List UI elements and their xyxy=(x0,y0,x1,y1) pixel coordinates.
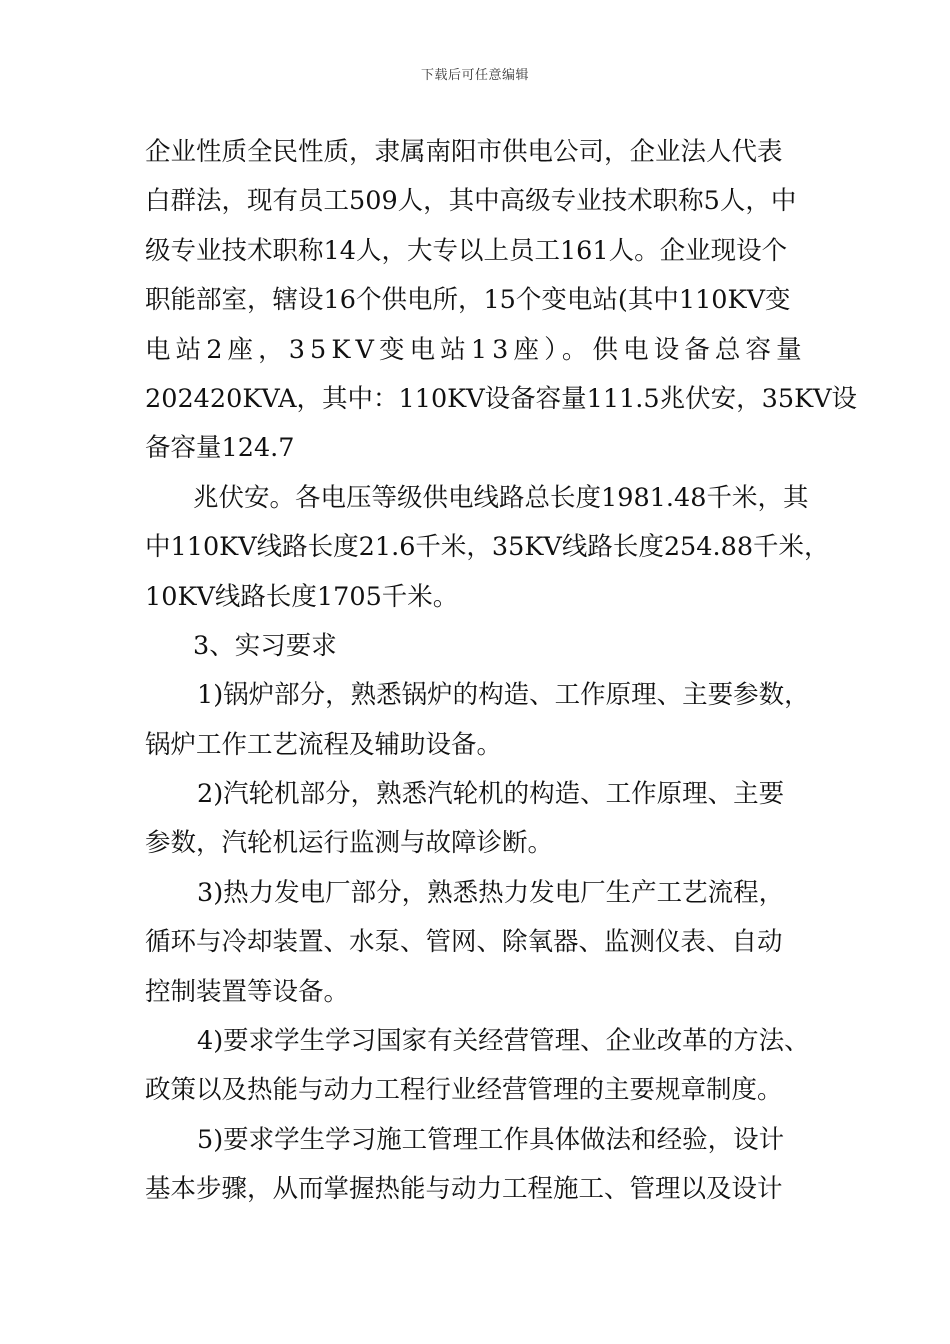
document-body xyxy=(145,128,858,1215)
list-item-start-line: 1)锅炉部分，熟悉锅炉的构造、工作原理、主要参数， xyxy=(197,680,810,711)
text-line: 政策以及热能与动力工程行业经营管理的主要规章制度。 xyxy=(145,1075,783,1106)
page-header: 下载后可任意编辑 xyxy=(420,68,529,83)
text-line: 职能部室，辖设16个供电所，15个变电站(其中110KV变 xyxy=(145,285,791,316)
text-line: 202420KVA，其中：110KV设备容量111.5兆伏安，35KV设 xyxy=(145,383,858,414)
section-heading: 3、实习要求 xyxy=(193,630,337,661)
text-line: 基本步骤，从而掌握热能与动力工程施工、管理以及设计 xyxy=(145,1174,783,1205)
text-line: 企业性质全民性质，隶属南阳市供电公司，企业法人代表 xyxy=(145,137,783,167)
text-line: 中110KV线路长度21.6千米，35KV线路长度254.88千米， xyxy=(145,532,830,563)
text-line: 循环与冷却装置、水泵、管网、除氧器、监测仪表、自动 xyxy=(145,927,783,958)
text-line: 控制装置等设备。 xyxy=(145,976,350,1007)
text-line: 级专业技术职称14人，大专以上员工161人。企业现设个 xyxy=(145,235,788,266)
text-line: 白群法，现有员工509人，其中高级专业技术职称5人，中 xyxy=(145,186,797,217)
text-line: 锅炉工作工艺流程及辅助设备。 xyxy=(145,729,503,760)
text-line: 电站2座，35KV变电站13座）。供电设备总容量 xyxy=(145,334,807,365)
list-item-start-line: 2)汽轮机部分，熟悉汽轮机的构造、工作原理、主要 xyxy=(197,779,785,810)
text-line: 参数，汽轮机运行监测与故障诊断。 xyxy=(145,828,554,859)
list-item-start-line: 4)要求学生学习国家有关经营管理、企业改革的方法、 xyxy=(197,1026,810,1057)
text-line: 10KV线路长度1705千米。 xyxy=(145,581,459,612)
list-item-start-line: 3)热力发电厂部分，熟悉热力发电厂生产工艺流程， xyxy=(197,877,785,908)
paragraph-start-line: 兆伏安。各电压等级供电线路总长度1981.48千米，其 xyxy=(193,482,809,513)
list-item-start-line: 5)要求学生学习施工管理工作具体做法和经验，设计 xyxy=(197,1124,785,1155)
text-line: 备容量124.7 xyxy=(145,433,295,464)
